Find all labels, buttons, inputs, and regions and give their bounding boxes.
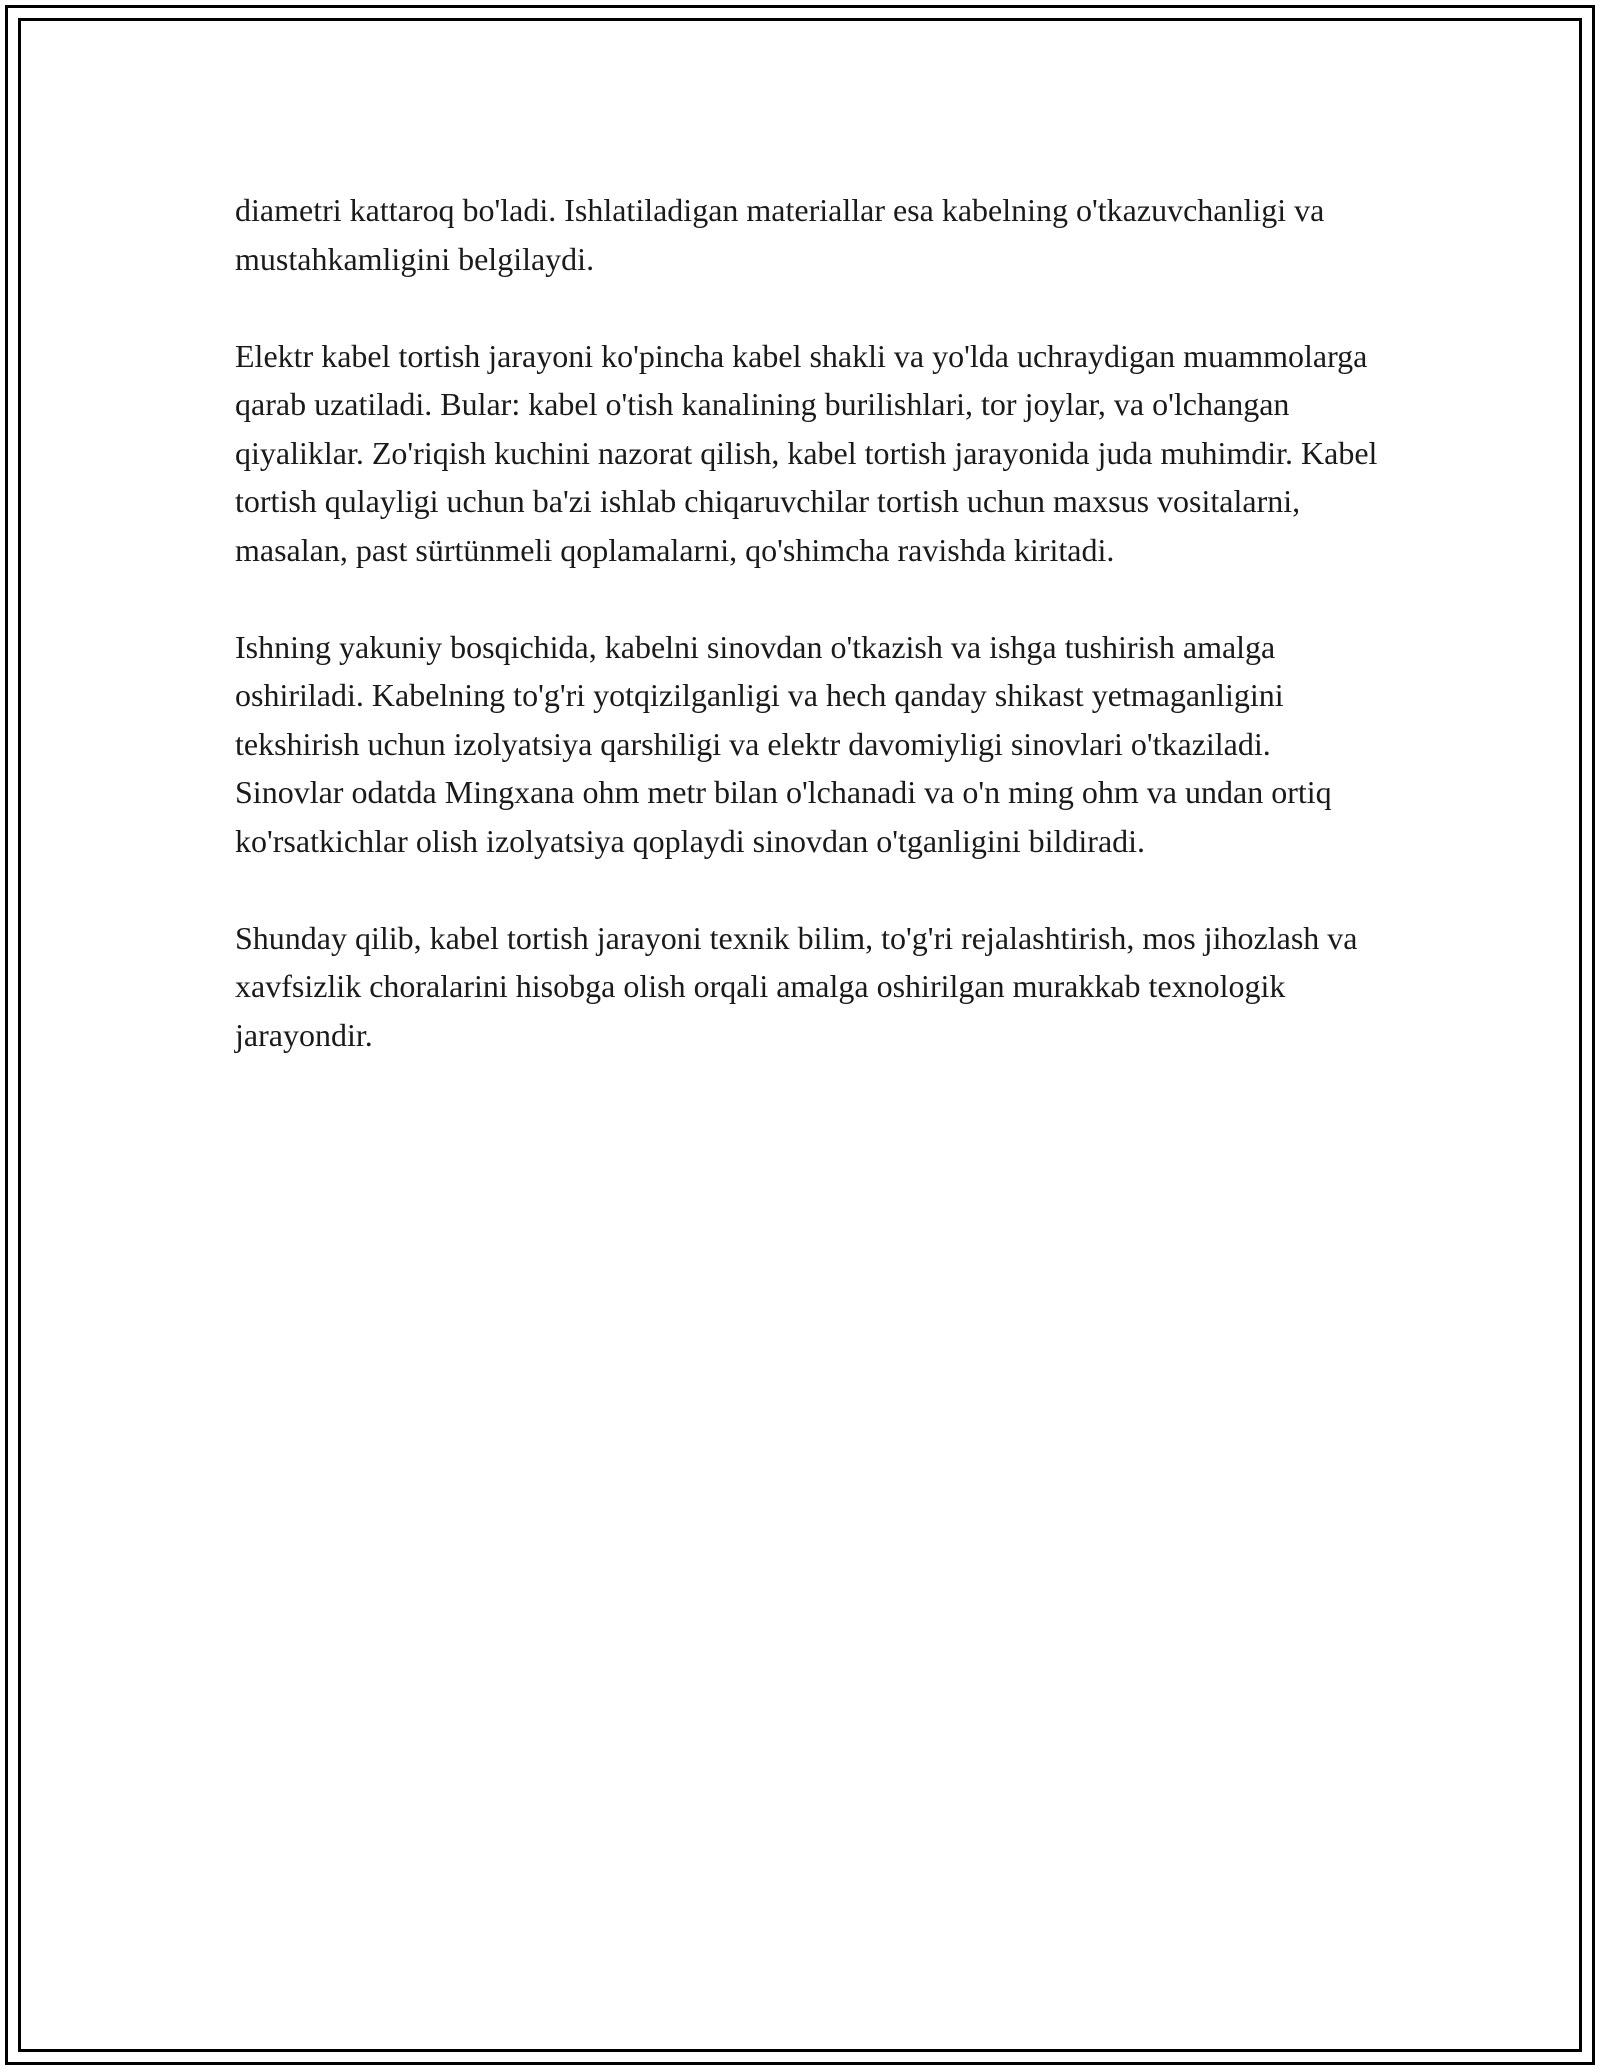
paragraph: diametri kattaroq bo'ladi. Ishlatiladigan materiallar esa kabelning o'tkazuvchanligi va mustahkamligini belgilaydi. [235,192,1325,277]
document-body [235,186,1380,1108]
paragraph: Elektr kabel tortish jarayoni ko'pincha kabel shakli va yo'lda uchraydigan muammolarga qarab uzatiladi. Bular: kabel o'tish kanalining burilishlari, tor joylar, va o'lchangan qiyaliklar. Zo'riqish kuchini nazorat qilish, kabel tortish jarayonida juda muhimdir. Kabel tortish qulayligi uchun ba'zi ishlab chiqaruvchilar tortish uchun maxsus vositalarni, masalan, past sürtünmeli qoplamalarni, qo'shimcha ravishda kiritadi. [235,337,1378,568]
paragraph: Shunday qilib, kabel tortish jarayoni texnik bilim, to'g'ri rejalashtirish, mos jihozlash va xavfsizlik choralarini hisobga olish orqali amalga oshirilgan murakkab texnologik jarayondir. [235,919,1358,1053]
paragraph: Ishning yakuniy bosqichida, kabelni sinovdan o'tkazish va ishga tushirish amalga oshiriladi. Kabelning to'g'ri yotqizilganligi va hech qanday shikast yetmaganligini tekshirish uchun izolyatsiya qarshiligi va elektr davomiyligi sinovlari o'tkaziladi. Sinovlar odatda Mingxana ohm metr bilan o'lchanadi va o'n ming ohm va undan ortiq ko'rsatkichlar olish izolyatsiya qoplaydi sinovdan o'tganligini bildiradi. [235,628,1332,859]
